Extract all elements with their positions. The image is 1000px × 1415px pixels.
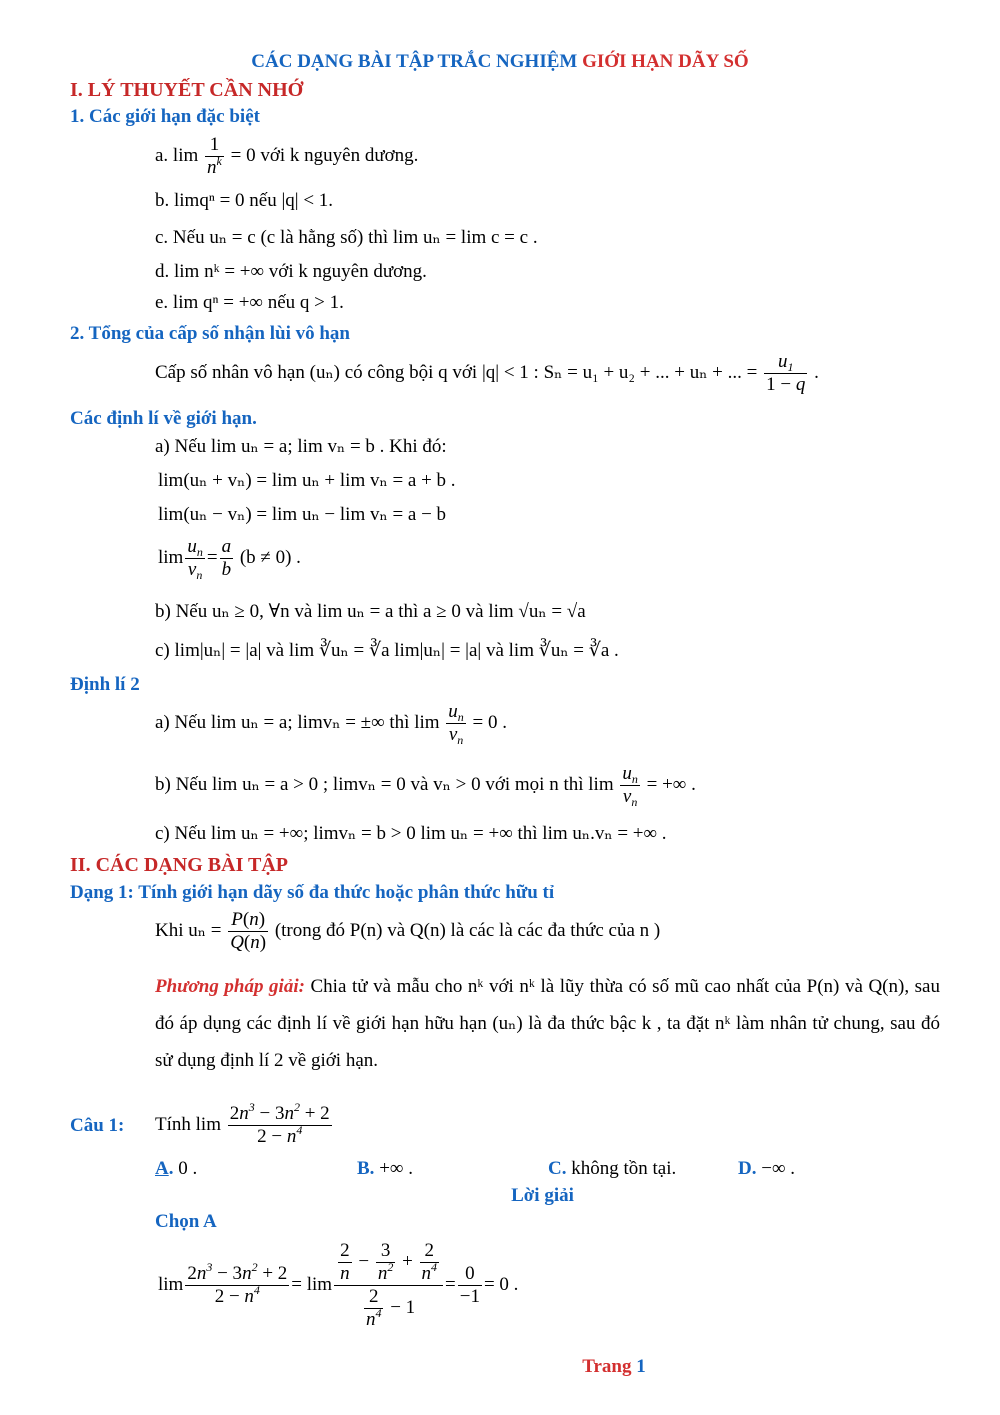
option-c[interactable] bbox=[548, 1157, 676, 1181]
fraction-un-over-vn-2b: $\frac{u_n}{v_n}$ bbox=[622, 763, 638, 810]
fraction-u1-over-1-minus-q: $\frac{u_1}{1 - q}$ bbox=[766, 351, 806, 396]
item-b: b. limqⁿ = 0 nếu |q| < 1. bbox=[155, 190, 334, 211]
page-title bbox=[0, 50, 1000, 74]
solution-equation: lim $\frac{2n^3 - 3n^2 + 2}{2 - n^4}$ = lim $\frac{2}{n}$ − $\frac{3}{n^2}$ + $\frac{2}{n^4}$ $\frac{2}{n^4}$ − 1 = $\frac{0}{-1}$ = 0 . bbox=[158, 1240, 519, 1331]
theorem-2-b-prefix: b) Nếu lim uₙ = a > 0 ; limvₙ = 0 và vₙ > 0 với mọi n thì lim bbox=[155, 774, 614, 795]
item-a bbox=[155, 133, 418, 179]
solution-fraction-original: $\frac{2n^3 - 3n^2 + 2}{2 - n^4}$ bbox=[187, 1260, 288, 1308]
option-a[interactable]: A. 0 . bbox=[155, 1158, 198, 1179]
subsection-geometric-sum: 2. Tổng của cấp số nhận lùi vô hạn bbox=[70, 323, 350, 344]
title-blue: CÁC DẠNG BÀI TẬP TRẮC NGHIỆM bbox=[251, 51, 578, 72]
theorem-2-c: c) Nếu lim uₙ = +∞; limvₙ = b > 0 lim uₙ = +∞ thì lim uₙ.vₙ = +∞ . bbox=[155, 823, 667, 844]
chosen-answer: Chọn A bbox=[155, 1211, 217, 1232]
subsection-special-limits: 1. Các giới hạn đặc biệt bbox=[70, 106, 260, 127]
item-c: c. Nếu uₙ = c (c là hằng số) thì lim uₙ = lim c = c . bbox=[155, 227, 538, 248]
page-number: 1 bbox=[636, 1356, 646, 1377]
item-a-suffix: = 0 với k nguyên dương. bbox=[230, 145, 419, 166]
theorem-quotient-suffix: (b ≠ 0) . bbox=[239, 547, 301, 568]
option-c-text: không tồn tại. bbox=[566, 1158, 677, 1179]
theorem-c: c) lim|uₙ| = |a| và lim ∛uₙ = ∛a lim|uₙ| = |a| và lim ∛uₙ = ∛a . bbox=[155, 640, 619, 661]
dang-1-heading: Dạng 1: Tính giới hạn dãy số đa thức hoặc phân thức hữu tỉ bbox=[70, 882, 555, 903]
theorem-quotient: lim $\frac{u_n}{v_n}$ = $\frac{a}{b}$ (b ≠ 0) . bbox=[158, 536, 301, 583]
question-1-prompt bbox=[155, 1100, 334, 1150]
fraction-pn-over-qn: $\frac{P(n)}{Q(n)}$ bbox=[230, 909, 267, 954]
question-1-prompt-text: Tính lim bbox=[155, 1114, 221, 1135]
option-b-text: +∞ . bbox=[374, 1158, 413, 1179]
option-a-text: 0 . bbox=[173, 1158, 198, 1179]
option-d-text: −∞ . bbox=[756, 1158, 795, 1179]
geometric-sum-text: Cấp số nhân vô hạn (uₙ) có công bội q với |q| < 1 : Sₙ = u₁ + u₂ + ... + uₙ + ... = bbox=[155, 362, 758, 383]
section-1-heading: I. LÝ THUYẾT CẦN NHỚ bbox=[70, 79, 304, 101]
theorem-2-a-prefix: a) Nếu lim uₙ = a; limvₙ = ±∞ thì lim bbox=[155, 712, 440, 733]
solution-heading: Lời giải bbox=[511, 1185, 574, 1206]
theorem-2-heading: Định lí 2 bbox=[70, 674, 140, 695]
solution-fraction-divided: $\frac{2}{n}$ − $\frac{3}{n^2}$ + $\frac{2}{n^4}$ $\frac{2}{n^4}$ − 1 bbox=[334, 1240, 443, 1331]
khi-suffix: (trong đó P(n) và Q(n) là các là các đa thức của n ) bbox=[274, 920, 661, 941]
option-c-letter: C. bbox=[548, 1158, 567, 1179]
item-d: d. lim nᵏ = +∞ với k nguyên dương. bbox=[155, 261, 427, 282]
fraction-a-over-b: $\frac{a}{b}$ bbox=[221, 536, 232, 581]
method-label: Phương pháp giải: bbox=[155, 976, 305, 997]
method-paragraph bbox=[155, 968, 940, 1079]
option-b-letter: B. bbox=[357, 1158, 375, 1179]
solution-fraction-result: $\frac{0}{-1}$ bbox=[459, 1263, 480, 1308]
option-d-letter: D. bbox=[738, 1158, 757, 1179]
item-e: e. lim qⁿ = +∞ nếu q > 1. bbox=[155, 292, 344, 313]
theorems-heading: Các định lí về giới hạn. bbox=[70, 408, 257, 429]
khi-line bbox=[155, 908, 660, 954]
geometric-sum-line: Cấp số nhân vô hạn (uₙ) có công bội q với |q| < 1 : Sₙ = u₁ + u₂ + ... + uₙ + ... = $\frac{u_1}{1 - q}$ . bbox=[155, 351, 819, 396]
question-1-label: Câu 1: bbox=[70, 1115, 125, 1136]
khi-prefix: Khi uₙ = bbox=[155, 920, 222, 941]
item-a-prefix: a. lim bbox=[155, 145, 199, 166]
theorem-2-b-suffix: = +∞ . bbox=[646, 774, 696, 795]
page-label: Trang bbox=[582, 1356, 632, 1377]
section-2-heading: II. CÁC DẠNG BÀI TẬP bbox=[70, 854, 288, 876]
theorem-2-a-suffix: = 0 . bbox=[472, 712, 508, 733]
theorem-b: b) Nếu uₙ ≥ 0, ∀n và lim uₙ = a thì a ≥ 0 và lim √uₙ = √a bbox=[155, 601, 586, 622]
title-red: GIỚI HẠN DÃY SỐ bbox=[582, 51, 749, 72]
theorems-heading-text: Các định lí về giới hạn bbox=[70, 408, 253, 429]
theorem-2-a bbox=[155, 700, 507, 746]
option-b[interactable] bbox=[357, 1157, 413, 1181]
option-d[interactable] bbox=[738, 1157, 795, 1181]
fraction-un-over-vn-2a: $\frac{u_n}{v_n}$ bbox=[448, 701, 464, 748]
theorem-2-b bbox=[155, 762, 696, 808]
option-a-letter: A bbox=[155, 1158, 169, 1179]
fraction-1-over-nk: $\frac{1}{n^k}$ bbox=[207, 134, 222, 179]
theorem-a: a) Nếu lim uₙ = a; lim vₙ = b . Khi đó: bbox=[155, 436, 447, 457]
theorem-sum: lim(uₙ + vₙ) = lim uₙ + lim vₙ = a + b . bbox=[158, 470, 456, 491]
theorem-difference: lim(uₙ − vₙ) = lim uₙ − lim vₙ = a − b bbox=[158, 504, 447, 525]
page-footer bbox=[0, 1355, 1000, 1379]
fraction-un-over-vn: $\frac{u_n}{v_n}$ bbox=[187, 536, 203, 583]
method-text: Chia tử và mẫu cho nᵏ với nᵏ là lũy thừa có số mũ cao nhất của P(n) và Q(n), sau đó áp dụng các định lí về giới hạn hữu hạn (uₙ) là đa thức bậc k , ta đặt nᵏ làm nhân tử chung, sau đó sử dụng định lí 2 về giới hạn. bbox=[155, 976, 940, 1071]
question-1-fraction: $\frac{2n^3 - 3n^2 + 2}{2 - n^4}$ bbox=[229, 1100, 330, 1148]
